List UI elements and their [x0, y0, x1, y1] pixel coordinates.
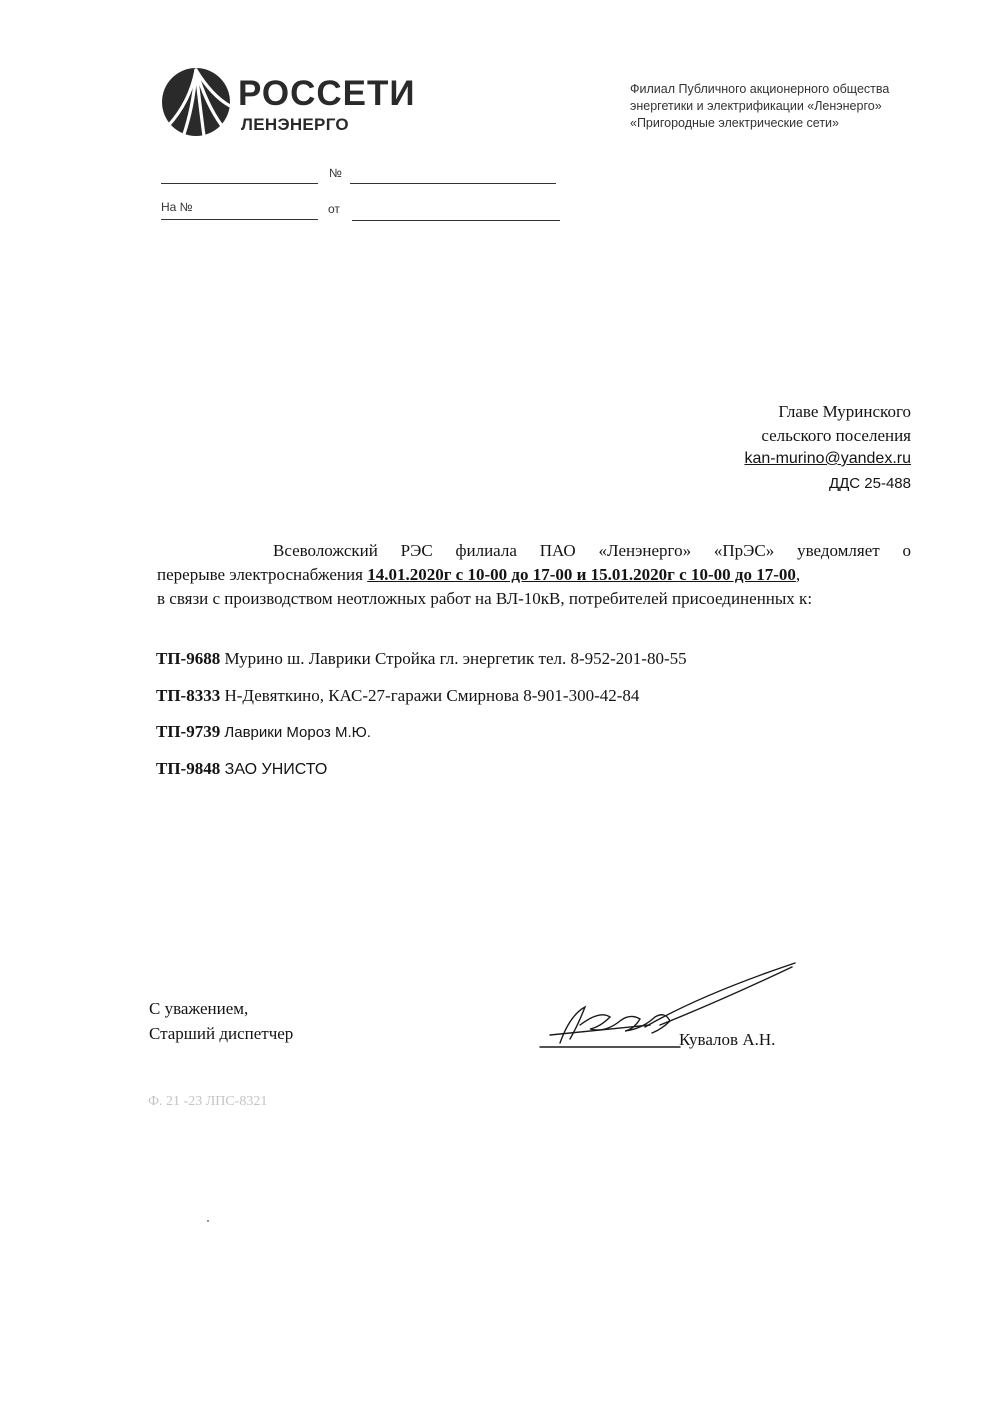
notice-line-1: Всеволожский РЭС филиала ПАО «Ленэнерго» «ПрЭС» уведомляет о [273, 541, 911, 560]
addressee-email: kan-murino@yandex.ru [744, 450, 911, 467]
notice-prefix: перерыве электроснабжения [157, 565, 363, 584]
outage-dates: 14.01.2020г с 10-00 до 17-00 и 15.01.2020г с 10-00 до 17-00 [367, 565, 796, 584]
from-label: от [328, 202, 340, 216]
substation-details: Мурино ш. Лаврики Стройка гл. энергетик тел. 8-952-201-80-55 [220, 649, 687, 668]
org-line-3: «Пригородные электрические сети» [630, 116, 839, 130]
addressee-line-1: Главе Муринского [778, 402, 911, 421]
number-label: № [329, 166, 342, 180]
closing-position: Старший диспетчер [149, 1024, 294, 1043]
rosseti-logo-icon [160, 66, 232, 138]
form-number-stamp: Ф. 21 -23 ЛПС-8321 [148, 1094, 268, 1109]
substation-code: ТП-8333 [156, 686, 221, 705]
notice-comma: , [795, 565, 801, 584]
reply-number-line [161, 219, 318, 220]
outgoing-date-line [161, 183, 318, 184]
notice-line-2 [157, 565, 911, 585]
substation-code: ТП-9739 [156, 722, 221, 741]
scan-speck [207, 1220, 209, 1222]
org-line-2: энергетики и электрификации «Ленэнерго» [630, 99, 882, 113]
substation-details: ЗАО УНИСТО [220, 761, 328, 778]
logo-title: РОССЕТИ [238, 74, 416, 113]
substation-row [156, 759, 327, 779]
notice-line-3: в связи с производством неотложных работ на ВЛ-10кВ, потребителей присоединенных к: [157, 589, 813, 608]
substation-row [156, 722, 371, 742]
reply-date-line [352, 220, 560, 221]
signer-name: Кувалов А.Н. [679, 1030, 776, 1049]
outgoing-number-line [350, 183, 556, 184]
closing-regards: С уважением, [149, 999, 249, 1018]
substation-code: ТП-9688 [156, 649, 221, 668]
reply-number-label: На № [161, 200, 193, 214]
substation-code: ТП-9848 [156, 759, 221, 778]
substation-row [156, 686, 639, 706]
addressee-line-2: сельского поселения [761, 426, 911, 445]
substation-details: Н-Девяткино, КАС-27-гаражи Смирнова 8-901-300-42-84 [220, 686, 640, 705]
addressee-dds: ДДС 25-488 [828, 475, 911, 492]
substation-details: Лаврики Мороз М.Ю. [220, 724, 371, 741]
logo-subtitle: ЛЕНЭНЕРГО [241, 115, 349, 134]
org-line-1: Филиал Публичного акционерного общества [630, 82, 890, 96]
substation-row [156, 649, 687, 669]
